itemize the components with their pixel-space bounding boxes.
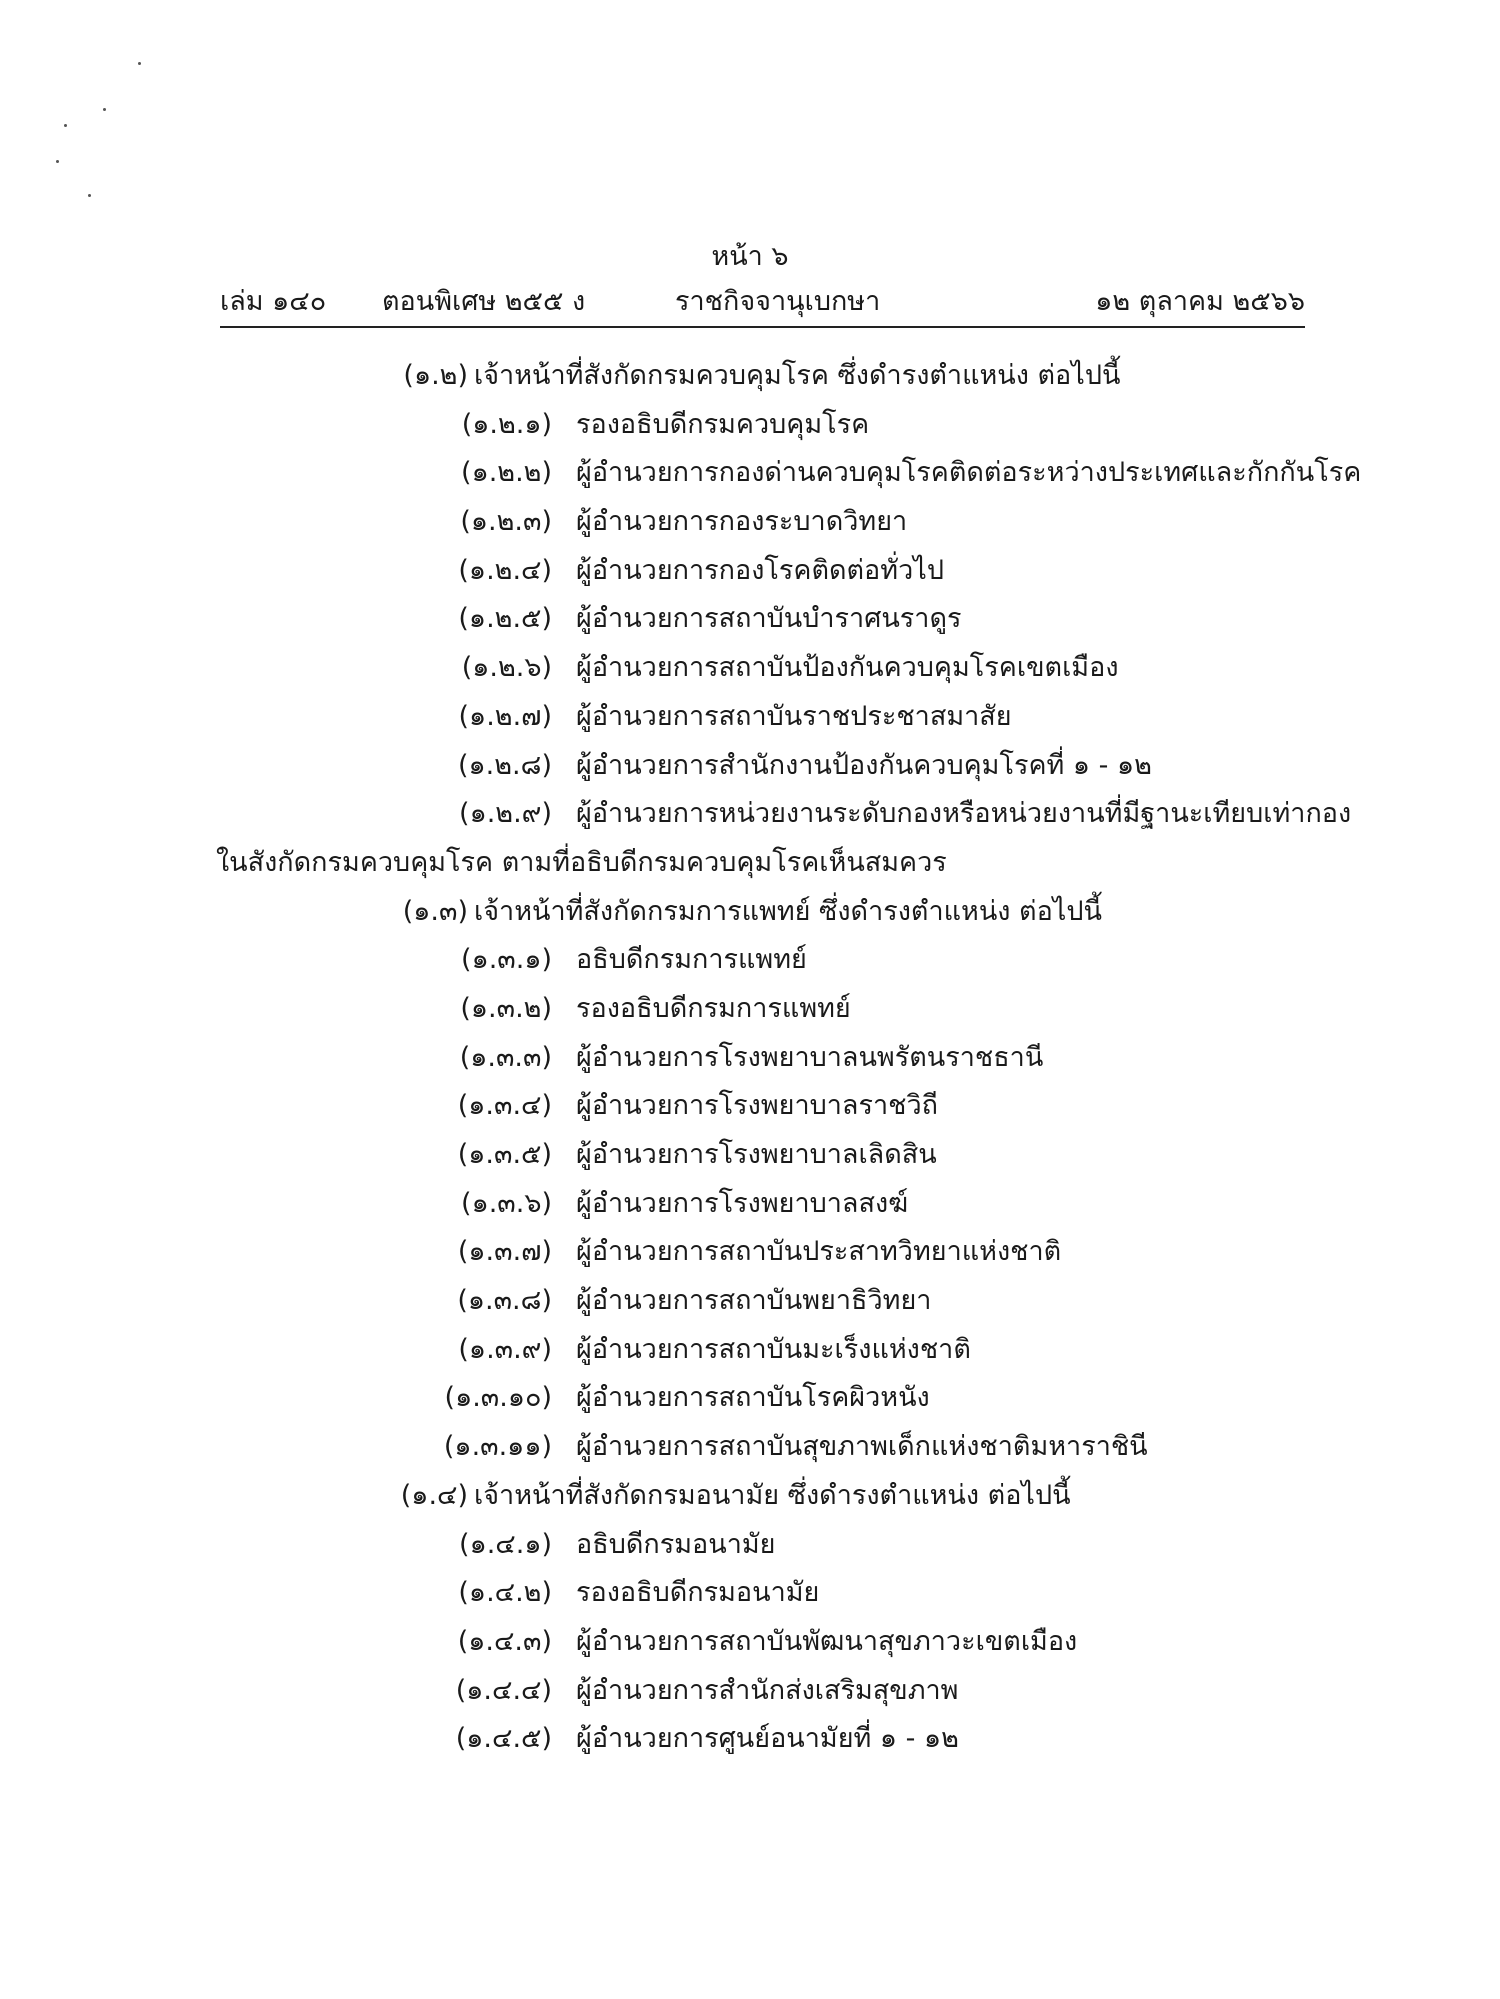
item-text: ผู้อำนวยการสำนักงานป้องกันควบคุมโรคที่ ๑ - ๑๒ bbox=[576, 749, 1152, 781]
item-text: ผู้อำนวยการกองด่านควบคุมโรคติดต่อระหว่างประเทศและกักกันโรค bbox=[576, 457, 1362, 489]
item-text: ผู้อำนวยการสถาบันสุขภาพเด็กแห่งชาติมหาราชินี bbox=[576, 1431, 1148, 1463]
item-text: รองอธิบดีกรมควบคุมโรค bbox=[576, 408, 870, 440]
item-number: (๑.๒.๔) bbox=[458, 554, 552, 586]
item-number: (๑.๒.๘) bbox=[458, 749, 552, 781]
list-item bbox=[0, 1667, 1500, 1716]
gazette-header bbox=[220, 282, 1305, 322]
item-number: (๑.๓.๘) bbox=[457, 1285, 552, 1317]
item-text: ผู้อำนวยการโรงพยาบาลราชวิถี bbox=[576, 1090, 938, 1122]
item-number: (๑.๓.๑) bbox=[461, 944, 552, 976]
item-number: (๑.๒.๑) bbox=[461, 408, 552, 440]
section-heading bbox=[0, 888, 1500, 937]
item-text: ผู้อำนวยการสถาบันบำราศนราดูร bbox=[576, 603, 962, 635]
list-item bbox=[0, 1715, 1500, 1764]
list-item bbox=[0, 985, 1500, 1034]
list-item bbox=[0, 449, 1500, 498]
header-divider bbox=[220, 326, 1305, 328]
scan-speck bbox=[138, 62, 141, 65]
item-text: ผู้อำนวยการกองระบาดวิทยา bbox=[576, 506, 908, 538]
item-number: (๑.๔.๕) bbox=[455, 1723, 552, 1755]
list-item bbox=[0, 1034, 1500, 1083]
item-number: (๑.๒.๒) bbox=[461, 457, 552, 489]
item-number: (๑.๒.๙) bbox=[459, 798, 552, 830]
item-number: (๑.๒.๓) bbox=[460, 506, 552, 538]
list-item bbox=[0, 644, 1500, 693]
list-item bbox=[0, 1277, 1500, 1326]
item-text: ผู้อำนวยการโรงพยาบาลนพรัตนราชธานี bbox=[576, 1041, 1044, 1073]
item-text: รองอธิบดีกรมอนามัย bbox=[576, 1577, 820, 1609]
header-issue: ตอนพิเศษ ๒๕๕ ง bbox=[382, 286, 586, 317]
item-text: เจ้าหน้าที่สังกัดกรมอนามัย ซึ่งดำรงตำแหน่ง ต่อไปนี้ bbox=[474, 1479, 1071, 1511]
item-number: (๑.๓.๔) bbox=[457, 1090, 552, 1122]
section-heading bbox=[0, 352, 1500, 401]
list-item bbox=[0, 498, 1500, 547]
scan-speck bbox=[64, 124, 67, 127]
scan-speck bbox=[103, 108, 106, 111]
list-item bbox=[0, 1131, 1500, 1180]
item-text: ผู้อำนวยการสถาบันโรคผิวหนัง bbox=[576, 1382, 930, 1414]
item-number: (๑.๓.๗) bbox=[457, 1236, 552, 1268]
item-number: (๑.๓.๑๐) bbox=[444, 1382, 552, 1414]
item-number: (๑.๓) bbox=[402, 895, 468, 927]
list-item bbox=[0, 1082, 1500, 1131]
header-date: ๑๒ ตุลาคม ๒๕๖๖ bbox=[1095, 286, 1305, 317]
section-heading bbox=[0, 1472, 1500, 1521]
list-item bbox=[0, 595, 1500, 644]
header-volume: เล่ม ๑๔๐ bbox=[220, 286, 327, 317]
header-gazette-title: ราชกิจจานุเบกษา bbox=[675, 286, 881, 317]
list-item bbox=[0, 1569, 1500, 1618]
item-number: (๑.๒.๕) bbox=[458, 603, 552, 635]
list-item bbox=[0, 1374, 1500, 1423]
scan-speck bbox=[56, 160, 59, 163]
item-number: (๑.๔) bbox=[400, 1479, 468, 1511]
item-number: (๑.๓.๙) bbox=[458, 1333, 552, 1365]
item-text: ผู้อำนวยการสถาบันประสาทวิทยาแห่งชาติ bbox=[576, 1236, 1062, 1268]
item-text: ผู้อำนวยการศูนย์อนามัยที่ ๑ - ๑๒ bbox=[576, 1723, 959, 1755]
list-item bbox=[0, 1521, 1500, 1570]
list-item bbox=[0, 1423, 1500, 1472]
item-number: (๑.๒) bbox=[403, 360, 468, 391]
item-number: (๑.๓.๒) bbox=[460, 992, 552, 1024]
item-number: (๑.๔.๔) bbox=[455, 1674, 552, 1706]
item-number: (๑.๔.๒) bbox=[458, 1577, 552, 1609]
item-text: ผู้อำนวยการสถาบันราชประชาสมาสัย bbox=[576, 700, 1012, 732]
list-item bbox=[0, 547, 1500, 596]
item-text: ผู้อำนวยการสถาบันมะเร็งแห่งชาติ bbox=[576, 1333, 971, 1365]
item-text: อธิบดีกรมอนามัย bbox=[576, 1528, 776, 1560]
item-number: (๑.๒.๗) bbox=[458, 700, 552, 732]
list-item bbox=[0, 401, 1500, 450]
item-number: (๑.๓.๑๑) bbox=[443, 1431, 552, 1463]
item-text: ผู้อำนวยการสถาบันพัฒนาสุขภาวะเขตเมือง bbox=[576, 1625, 1078, 1657]
item-text: ผู้อำนวยการโรงพยาบาลสงฆ์ bbox=[576, 1187, 909, 1219]
list-item bbox=[0, 693, 1500, 742]
item-text: ผู้อำนวยการสถาบันพยาธิวิทยา bbox=[576, 1285, 932, 1317]
item-text: รองอธิบดีกรมการแพทย์ bbox=[576, 992, 851, 1024]
item-number: (๑.๓.๓) bbox=[459, 1041, 552, 1073]
list-item bbox=[0, 1326, 1500, 1375]
item-text: ผู้อำนวยการสถาบันป้องกันควบคุมโรคเขตเมือง bbox=[576, 652, 1119, 684]
page-number: หน้า ๖ bbox=[711, 241, 789, 272]
item-text: ผู้อำนวยการโรงพยาบาลเลิดสิน bbox=[576, 1139, 937, 1170]
item-text: ผู้อำนวยการหน่วยงานระดับกองหรือหน่วยงานที่มีฐานะเทียบเท่ากอง bbox=[576, 798, 1352, 830]
item-number: (๑.๔.๑) bbox=[459, 1528, 552, 1560]
item-number: (๑.๔.๓) bbox=[457, 1625, 552, 1657]
item-text: ผู้อำนวยการสำนักส่งเสริมสุขภาพ bbox=[576, 1674, 959, 1706]
scan-speck bbox=[88, 194, 91, 197]
item-text: ในสังกัดกรมควบคุมโรค ตามที่อธิบดีกรมควบคุมโรคเห็นสมควร bbox=[216, 846, 947, 878]
item-number: (๑.๒.๖) bbox=[461, 652, 552, 684]
list-item bbox=[0, 790, 1500, 839]
document-body bbox=[0, 352, 1500, 1764]
item-number: (๑.๓.๖) bbox=[461, 1187, 552, 1219]
item-text: เจ้าหน้าที่สังกัดกรมการแพทย์ ซึ่งดำรงตำแหน่ง ต่อไปนี้ bbox=[474, 895, 1102, 927]
list-item bbox=[0, 1618, 1500, 1667]
item-text: ผู้อำนวยการกองโรคติดต่อทั่วไป bbox=[576, 554, 944, 586]
continuation-line bbox=[0, 839, 1500, 888]
list-item bbox=[0, 742, 1500, 791]
list-item bbox=[0, 1180, 1500, 1229]
item-text: เจ้าหน้าที่สังกัดกรมควบคุมโรค ซึ่งดำรงตำแหน่ง ต่อไปนี้ bbox=[474, 360, 1121, 391]
item-number: (๑.๓.๕) bbox=[457, 1139, 552, 1170]
list-item bbox=[0, 1228, 1500, 1277]
list-item bbox=[0, 936, 1500, 985]
item-text: อธิบดีกรมการแพทย์ bbox=[576, 944, 807, 976]
